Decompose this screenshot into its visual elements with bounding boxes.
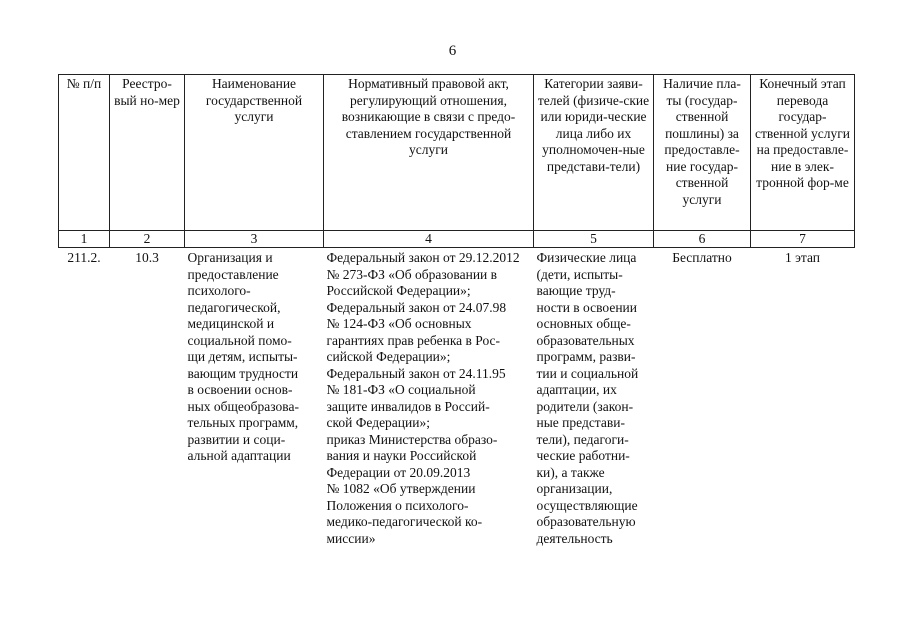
- service-name-line: альной адаптации: [187, 448, 291, 463]
- row-legal-act: [324, 248, 534, 548]
- applicants-line: программ, разви-: [536, 349, 636, 364]
- service-name-line: вающим трудности: [187, 365, 299, 381]
- applicants-line: вающие труд-: [536, 283, 616, 298]
- header-applicant-categories: Категории заяви-телей (физиче-ские или юриди-ческие лица либо их уполномочен-ные представи-тели): [534, 75, 654, 231]
- row-number: 211.2.: [67, 250, 101, 265]
- legal-act-line: Федерации от 20.09.2013: [326, 464, 471, 480]
- legal-act-line: ской Федерации»;: [326, 415, 430, 430]
- header-registry-number: Реестро-вый но-мер: [110, 75, 185, 231]
- header-legal-act: Нормативный правовой акт, регулирующий отношения, возникающие в связи с предо-ставлением государственной услуги: [324, 75, 534, 231]
- column-numbers-row: [59, 231, 855, 248]
- applicants-line: ческие работни-: [536, 448, 630, 463]
- applicants-line: (дети, испыты-: [536, 266, 623, 282]
- legal-act-line: № 181-ФЗ «О социальной: [326, 382, 476, 397]
- header-fee: Наличие пла-ты (государ-ственной пошлины) за предоставле-ние государ-ственной услуги: [654, 75, 751, 231]
- applicants-line: организации,: [536, 481, 613, 496]
- row-applicant-categories: [534, 248, 654, 548]
- applicants-line: ные представи-: [536, 415, 625, 430]
- service-name-line: тельных программ,: [187, 415, 299, 430]
- applicants-line: Физические лица: [536, 250, 637, 265]
- applicants-line: тели), педагоги-: [536, 431, 629, 447]
- legal-act-line: № 1082 «Об утверждении: [326, 481, 476, 496]
- legal-act-line: приказ Министерства образо-: [326, 431, 498, 447]
- column-number: 5: [534, 231, 654, 248]
- row-registry-number: 10.3: [135, 250, 159, 265]
- column-number: 7: [751, 231, 855, 248]
- legal-act-line: защите инвалидов в Россий-: [326, 398, 490, 414]
- applicants-line: образовательных: [536, 332, 635, 348]
- service-name-line: педагогической,: [187, 299, 281, 315]
- legal-act-line: гарантиях прав ребенка в Рос-: [326, 332, 501, 348]
- applicants-line: деятельность: [536, 530, 613, 546]
- row-service-name: [185, 248, 324, 548]
- legal-act-line: Федеральный закон от 29.12.2012: [326, 250, 520, 265]
- legal-act-line: миссии»: [326, 530, 376, 546]
- legal-act-line: медико-педагогической ко-: [326, 514, 483, 529]
- service-name-line: медицинской и: [187, 316, 275, 331]
- row-fee: Бесплатно: [672, 250, 732, 265]
- service-name-line: Организация и: [187, 250, 273, 265]
- service-name-line: развитии и соци-: [187, 431, 286, 447]
- applicants-line: ки), а также: [536, 464, 605, 480]
- applicants-line: осуществляющие: [536, 497, 638, 513]
- applicants-line: тии и социальной: [536, 365, 639, 381]
- applicants-line: основных обще-: [536, 316, 631, 331]
- legal-act-line: Федеральный закон от 24.11.95: [326, 365, 506, 381]
- applicants-line: адаптации, их: [536, 382, 617, 397]
- service-name-line: психолого-: [187, 283, 251, 298]
- service-name-line: ных общеобразова-: [187, 398, 299, 414]
- legal-act-line: № 273-ФЗ «Об образовании в: [326, 266, 498, 282]
- table-row: [59, 248, 855, 548]
- service-name-line: щи детям, испыты-: [187, 349, 298, 364]
- legal-act-line: сийской Федерации»;: [326, 349, 451, 364]
- legal-act-line: Федеральный закон от 24.07.98: [326, 299, 507, 315]
- service-name-line: предоставление: [187, 266, 279, 282]
- legal-act-line: вания и науки Российской: [326, 448, 477, 463]
- header-final-stage: Конечный этап перевода государ-ственной услуги на предоставле-ние в элек-тронной фор-ме: [751, 75, 855, 231]
- service-name-line: социальной помо-: [187, 332, 292, 348]
- page-number: 6: [448, 43, 457, 59]
- column-number: 4: [324, 231, 534, 248]
- column-number: 3: [185, 231, 324, 248]
- header-number: № п/п: [59, 75, 110, 231]
- legal-act-line: № 124-ФЗ «Об основных: [326, 316, 472, 331]
- table-header-row: [59, 75, 855, 231]
- column-number: 1: [59, 231, 110, 248]
- legal-act-line: Положения о психолого-: [326, 497, 469, 513]
- applicants-line: ности в освоении: [536, 299, 637, 315]
- header-service-name: Наименование государственной услуги: [185, 75, 324, 231]
- services-registry-table: [58, 74, 855, 547]
- column-number: 6: [654, 231, 751, 248]
- service-name-line: в освоении основ-: [187, 382, 293, 397]
- legal-act-line: Российской Федерации»;: [326, 283, 471, 298]
- applicants-line: образовательную: [536, 514, 636, 529]
- row-final-stage: 1 этап: [784, 250, 821, 265]
- column-number: 2: [110, 231, 185, 248]
- applicants-line: родители (закон-: [536, 398, 634, 414]
